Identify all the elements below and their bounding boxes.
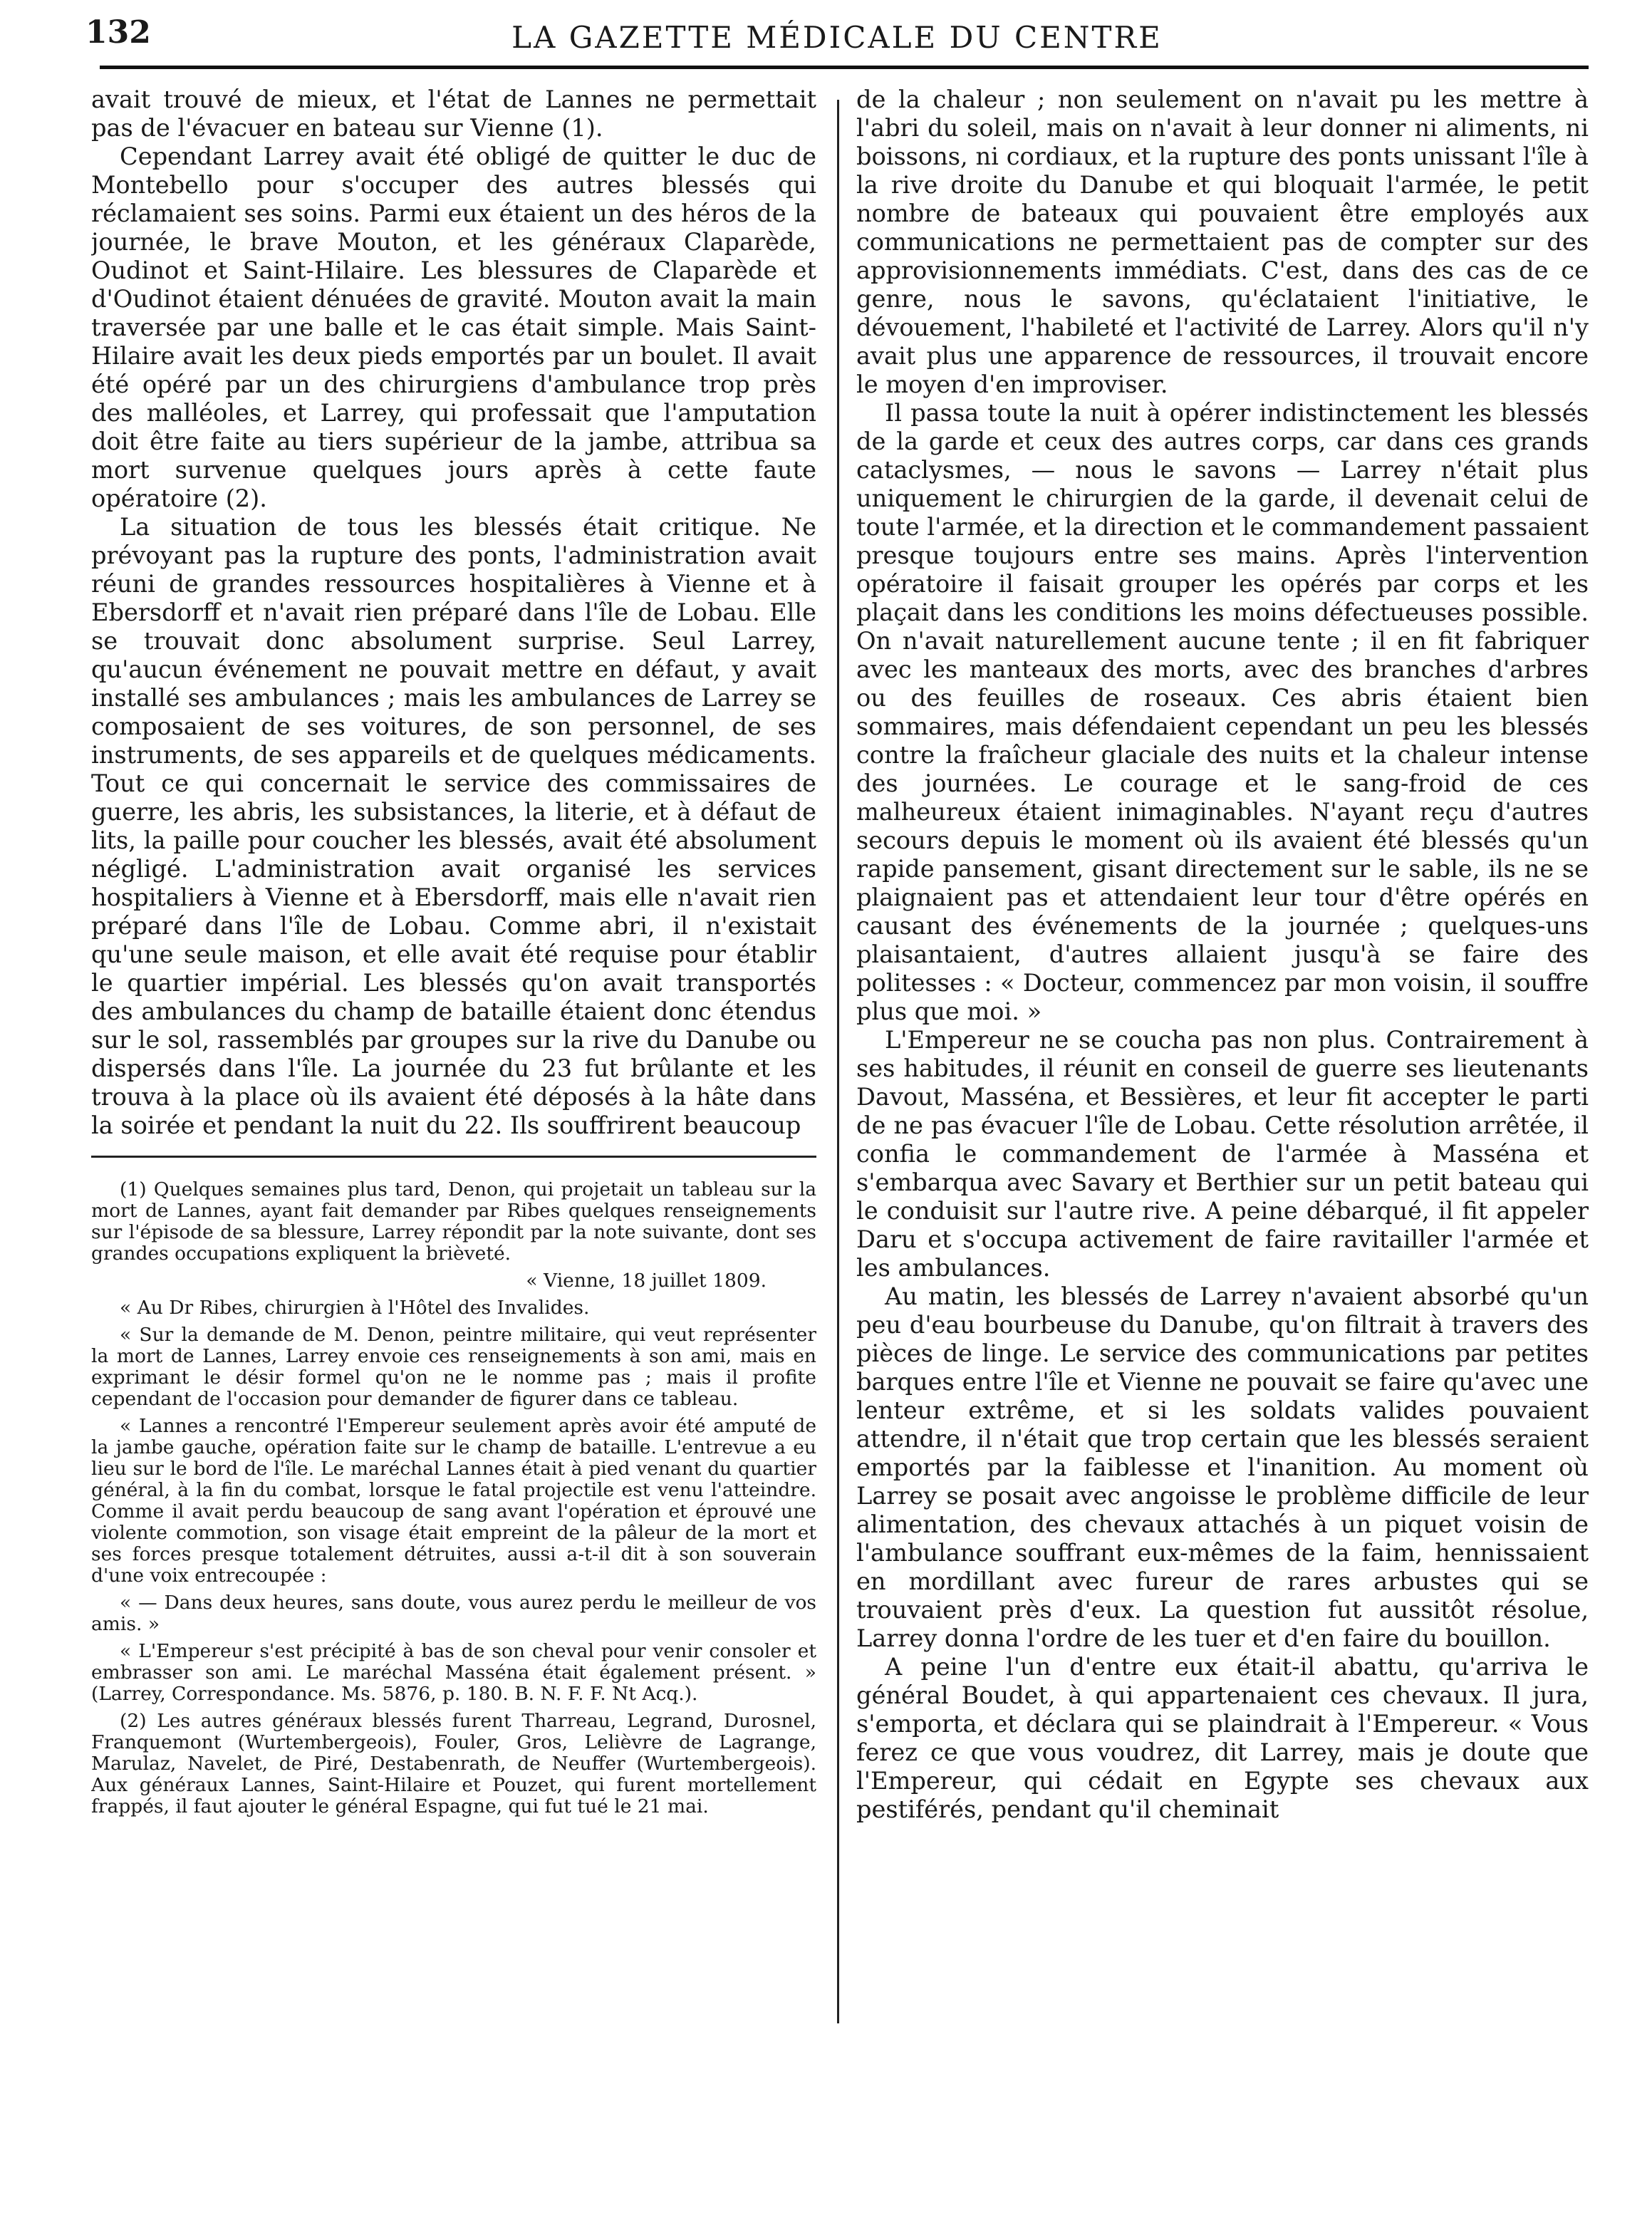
page-number: 132 — [85, 14, 151, 51]
footnote-dateline: « Vienne, 18 juillet 1809. — [526, 1270, 767, 1292]
header-rule — [100, 66, 1589, 69]
column-divider — [837, 100, 839, 2023]
paragraph: A peine l'un d'entre eux était-il abattu, qu'arriva le général Boudet, à qui appartenaient ces chevaux. Il jura, s'emporta, et déclara qui se plaindrait à l'Empereur. « Vous ferez ce que vous voudrez, dit Larrey, mais je doute que l'Empereur, qui cédait en Egypte ses chevaux aux pestiférés, pendant qu'il cheminait — [856, 1653, 1589, 1823]
paragraph: de la chaleur ; non seulement on n'avait pu les mettre à l'abri du soleil, mais on n'avait à leur donner ni aliments, ni boissons, ni cordiaux, et la rupture des ponts unissant l'île à la rive droite du Danube et qui bloquait l'armée, le petit nombre de bateaux qui pouvaient être employés aux communications ne permettaient pas de compter sur des approvisionnements immédiats. C'est, dans des cas de ce genre, nous le savons, qu'éclataient l'initiative, le dévouement, l'habileté et l'activité de Larrey. Alors qu'il n'y avait plus une apparence de ressources, il trouvait encore le moyen d'en improviser. — [856, 85, 1589, 398]
footnote-quote: « L'Empereur s'est précipité à bas de son cheval pour venir consoler et embrasser son ami. Le maréchal Masséna était également présent. » (Larrey, Correspondance. Ms. 5876, p. 180. B. N. F. F. Nt Acq.). — [91, 1640, 816, 1705]
footnote-rule — [91, 1156, 816, 1158]
footnote-quote: « Sur la demande de M. Denon, peintre militaire, qui veut représenter la mort de Lannes, Larrey envoie ces renseignements à son ami, mais en exprimant le désir formel qu'on ne le nomme pas ; mais il profite cependant de l'occasion pour demander de figurer dans ce tableau. — [91, 1324, 816, 1410]
footnote-quote: « Lannes a rencontré l'Empereur seulement après avoir été amputé de la jambe gauche, opération faite sur le champ de bataille. L'entrevue a eu lieu sur le bord de l'île. Le maréchal Lannes était à pied venant du quartier général, à la fin du combat, lorsque le fatal projectile est venu l'atteindre. Comme il avait perdu beaucoup de sang avant l'opération et éprouvé une violente commotion, son visage était empreint de la pâleur de la mort et ses forces presque totalement détruites, aussi a-t-il dit à son souverain d'une voix entrecoupée : — [91, 1415, 816, 1587]
paragraph: Cependant Larrey avait été obligé de quitter le duc de Montebello pour s'occuper des autres blessés qui réclamaient ses soins. Parmi eux étaient un des héros de la journée, le brave Mouton, et les généraux Claparède, Oudinot et Saint-Hilaire. Les blessures de Claparède et d'Oudinot étaient dénuées de gravité. Mouton avait la main traversée par une balle et le cas était simple. Mais Saint-Hilaire avait les deux pieds emportés par un boulet. Il avait été opéré par un des chirurgiens d'ambulance trop près des malléoles, et Larrey, qui professait que l'amputation doit être faite au tiers supérieur de la jambe, attribua sa mort survenue quelques jours après à cette faute opératoire (2). — [91, 142, 816, 512]
footnote-1: (1) Quelques semaines plus tard, Denon, qui projetait un tableau sur la mort de Lannes, ayant fait demander par Ribes quelques renseignements sur l'épisode de sa blessure, Larrey répondit par la note suivante, dont ses grandes occupations expliquent la brièveté. — [91, 1178, 816, 1265]
right-column — [856, 85, 1589, 2194]
footnote-address: « Au Dr Ribes, chirurgien à l'Hôtel des Invalides. — [120, 1297, 590, 1319]
paragraph: L'Empereur ne se coucha pas non plus. Contrairement à ses habitudes, il réunit en conseil de guerre ses lieutenants Davout, Masséna, et Bessières, et leur fit accepter le parti de ne pas évacuer l'île de Lobau. Cette résolution arrêtée, il confia le commandement de l'armée à Masséna et s'embarqua avec Savary et Berthier sur un petit bateau qui le conduisit sur l'autre rive. A peine débarqué, il fit appeler Daru et s'occupa activement de faire ravitailler l'armée et les ambulances. — [856, 1026, 1589, 1282]
footnote-2: (2) Les autres généraux blessés furent Tharreau, Legrand, Durosnel, Franquemont (Wurtembergeois), Fouler, Gros, Lelièvre de Lagrange, Marulaz, Navelet, de Piré, Destabenrath, de Neuffer (Wurtembergeois). Aux généraux Lannes, Saint-Hilaire et Pouzet, qui furent mortellement frappés, il faut ajouter le général Espagne, qui fut tué le 21 mai. — [91, 1710, 816, 1817]
page-header — [85, 14, 1589, 64]
paragraph: Il passa toute la nuit à opérer indistinctement les blessés de la garde et ceux des autres corps, car dans ces grands cataclysmes, — nous le savons — Larrey n'était plus uniquement le chirurgien de la garde, il devenait celui de toute l'armée, et la direction et le commandement passaient presque toujours entre ses mains. Après l'intervention opératoire il faisait grouper les opérés par corps et les plaçait dans les conditions les moins défectueuses possible. On n'avait naturellement aucune tente ; il en fit fabriquer avec les manteaux des morts, avec des branches d'arbres ou des feuilles de roseaux. Ces abris étaient bien sommaires, mais défendaient cependant un peu les blessés contre la fraîcheur glaciale des nuits et la chaleur intense des journées. Le courage et le sang-froid de ces malheureux étaient inimaginables. N'ayant reçu d'autres secours depuis le moment où ils avaient été blessés qu'un rapide pansement, gisant directement sur le sable, ils ne se plaignaient pas et attendaient leur tour d'être opérés en causant des événements de la journée ; quelques-uns plaisantaient, d'autres allaient jusqu'à se faire des politesses : « Docteur, commencez par mon voisin, il souffre plus que moi. » — [856, 399, 1589, 1025]
footnote-quote: « — Dans deux heures, sans doute, vous aurez perdu le meilleur de vos amis. » — [91, 1592, 816, 1635]
left-column — [91, 85, 816, 2194]
paragraph: avait trouvé de mieux, et l'état de Lannes ne permettait pas de l'évacuer en bateau sur Vienne (1). — [91, 85, 816, 142]
paragraph: La situation de tous les blessés était critique. Ne prévoyant pas la rupture des ponts, l'administration avait réuni de grandes ressources hospitalières à Vienne et à Ebersdorff et n'avait rien préparé dans l'île de Lobau. Elle se trouvait donc absolument surprise. Seul Larrey, qu'aucun événement ne pouvait mettre en défaut, y avait installé ses ambulances ; mais les ambulances de Larrey se composaient de ses voitures, de son personnel, de ses instruments, de ses appareils et de quelques médicaments. Tout ce qui concernait le service des commissaires de guerre, les abris, les subsistances, la literie, et à défaut de lits, la paille pour coucher les blessés, avait été absolument négligé. L'administration avait organisé les services hospitaliers à Vienne et à Ebersdorff, mais elle n'avait rien préparé dans l'île de Lobau. Comme abri, il n'existait qu'une seule maison, et elle avait été requise pour établir le quartier impérial. Les blessés qu'on avait transportés des ambulances du champ de bataille étaient donc étendus sur le sol, rassemblés par groupes sur la rive du Danube ou dispersés dans l'île. La journée du 23 fut brûlante et les trouva à la place où ils avaient été déposés à la hâte dans la soirée et pendant la nuit du 22. Ils souffrirent beaucoup — [91, 513, 816, 1139]
paragraph: Au matin, les blessés de Larrey n'avaient absorbé qu'un peu d'eau bourbeuse du Danube, qu'on filtrait à travers des pièces de linge. Le service des communications par petites barques entre l'île et Vienne ne pouvait se faire qu'avec une lenteur extrême, et si les soldats valides pouvaient attendre, il n'était que trop certain que les blessés seraient emportés par la faiblesse et l'inanition. Au moment où Larrey se posait avec angoisse le problème difficile de leur alimentation, des chevaux attachés à un piquet voisin de l'ambulance souffrant eux-mêmes de la faim, hennissaient en mordillant avec fureur de rares arbustes qui se trouvaient près d'eux. La question fut aussitôt résolue, Larrey donna l'ordre de les tuer et d'en faire du bouillon. — [856, 1282, 1589, 1652]
journal-title: LA GAZETTE MÉDICALE DU CENTRE — [511, 20, 1163, 55]
